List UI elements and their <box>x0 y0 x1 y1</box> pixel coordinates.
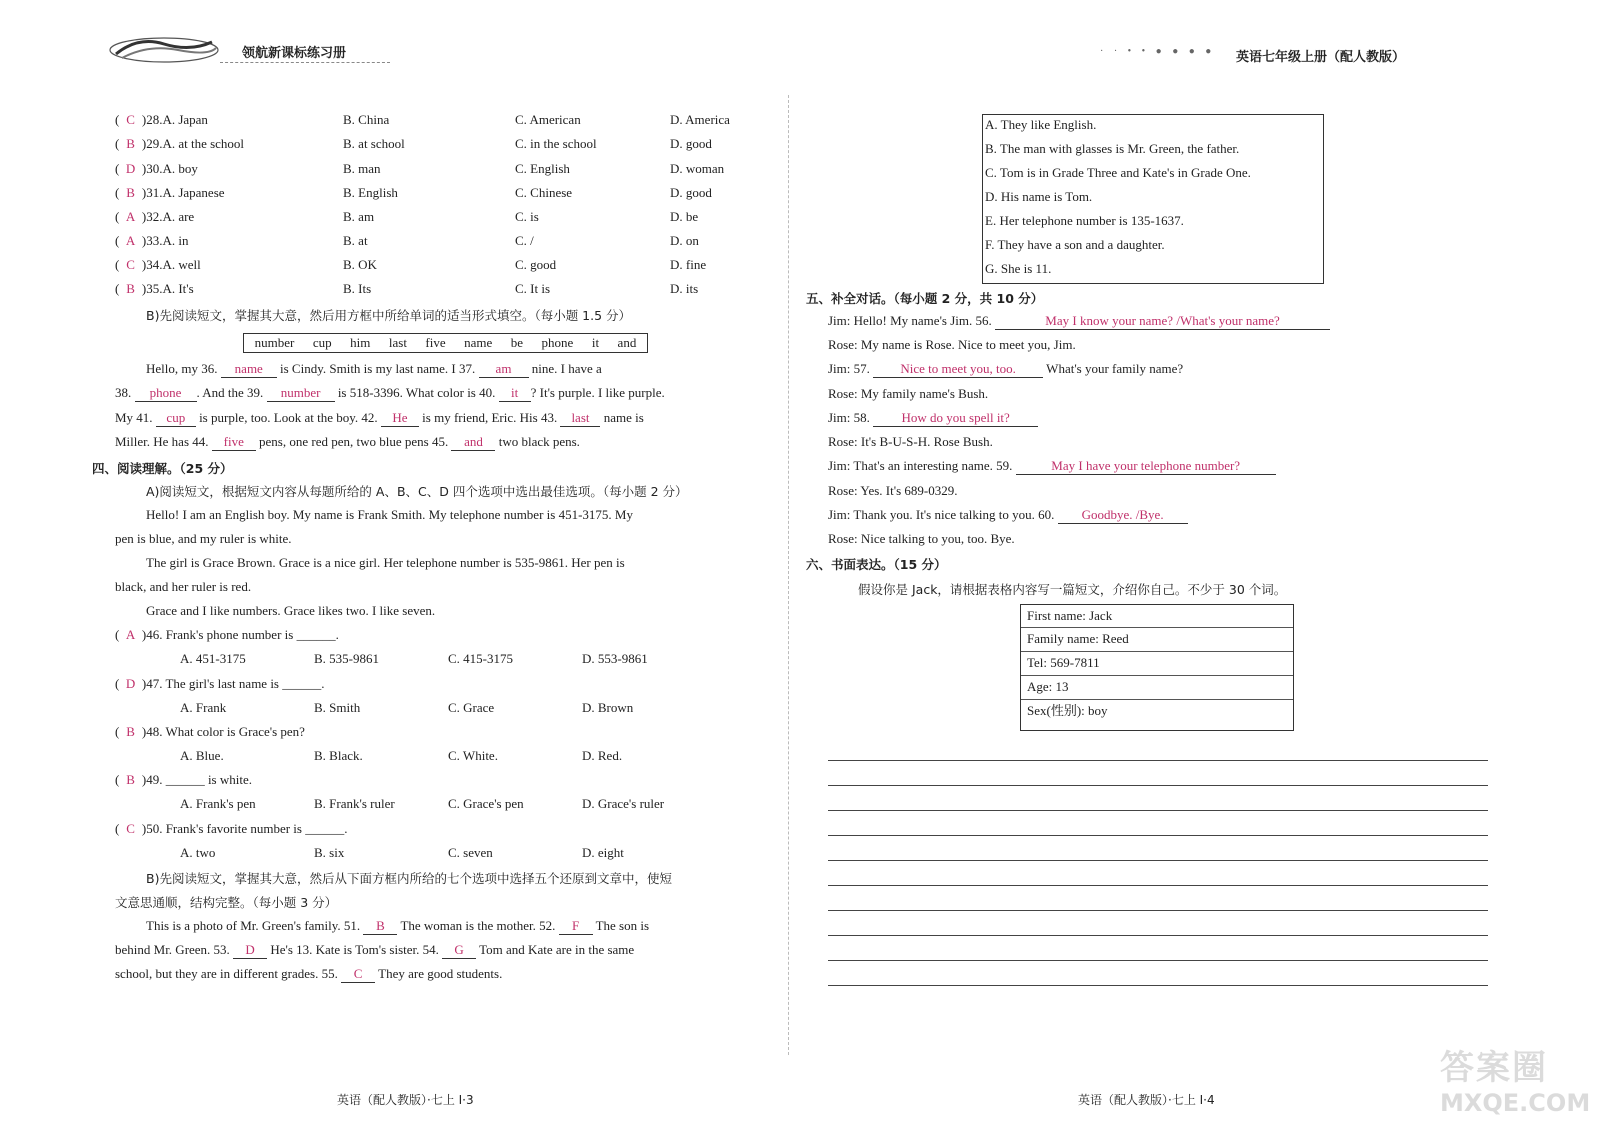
writing-prompt: 假设你是 Jack，请根据表格内容写一篇短文，介绍你自己。不少于 30 个词。 <box>858 582 1287 597</box>
cloze-line: Miller. He has 44. five pens, one red pen, two blue pens 45. and two black pens. <box>115 434 580 449</box>
writing-line <box>828 960 1488 961</box>
question-stem: ( B )49. ______ is white. <box>115 772 252 787</box>
writing-line <box>828 935 1488 936</box>
question-stem: ( B )48. What color is Grace's pen? <box>115 724 305 739</box>
dialogue-line: Rose: Yes. It's 689-0329. <box>828 483 958 498</box>
table-divider <box>1021 627 1293 628</box>
writing-line <box>828 860 1488 861</box>
logo <box>108 30 220 64</box>
info-table-row: Age: 13 <box>1027 679 1069 694</box>
passage-line: school, but they are in different grades. 55. C They are good students. <box>115 966 503 981</box>
table-divider <box>1021 651 1293 652</box>
option-item: A. They like English. <box>985 117 1097 132</box>
options-box <box>982 114 1324 284</box>
writing-line <box>828 985 1488 986</box>
header-dots: · · • • ● ● ● ● <box>1100 46 1216 57</box>
table-divider <box>1021 699 1293 700</box>
partB-instructions: B)先阅读短文，掌握其大意，然后用方框中所给单词的适当形式填空。（每小题 1.5 分） <box>146 308 632 323</box>
dialogue-line: Rose: My family name's Bush. <box>828 386 989 401</box>
watermark <box>1440 1040 1590 1140</box>
option-item: G. She is 11. <box>985 261 1052 276</box>
writing-line <box>828 760 1488 761</box>
writing-line <box>828 785 1488 786</box>
mc-row: ( A )32.A. are B. am C. is D. be <box>115 209 699 224</box>
option-item: C. Tom is in Grade Three and Kate's in Grade One. <box>985 165 1251 180</box>
page-fold <box>788 95 789 1055</box>
passage-text: pen is blue, and my ruler is white. <box>115 531 292 546</box>
question-options: A. Blue. B. Black. C. White. D. Red. <box>180 748 623 763</box>
word-box <box>243 333 648 353</box>
writing-line <box>828 810 1488 811</box>
cloze-line: 38. phone . And the 39. number is 518-3396. What color is 40. it ? It's purple. I like purple. <box>115 385 665 400</box>
section-4A-instructions: A)阅读短文，根据短文内容从每题所给的 A、B、C、D 四个选项中选出最佳选项。（每小题 2 分） <box>146 484 688 499</box>
info-table-row: Tel: 569-7811 <box>1027 655 1100 670</box>
info-table-row: Family name: Reed <box>1027 631 1129 646</box>
footer-right: 英语（配人教版）·七上 I·4 <box>1078 1093 1215 1107</box>
passage-text: Grace and I like numbers. Grace likes two. I like seven. <box>146 603 436 618</box>
passage-text: black, and her ruler is red. <box>115 579 252 594</box>
mc-row: ( B )35.A. It's B. Its C. It is D. its <box>115 281 699 296</box>
question-options: A. 451-3175 B. 535-9861 C. 415-3175 D. 553-9861 <box>180 651 648 666</box>
question-options: A. two B. six C. seven D. eight <box>180 845 624 860</box>
question-stem: ( A )46. Frank's phone number is ______. <box>115 627 339 642</box>
table-divider <box>1021 675 1293 676</box>
mc-row: ( C )28.A. Japan B. China C. American D. America <box>115 112 730 127</box>
question-stem: ( C )50. Frank's favorite number is ______. <box>115 821 348 836</box>
dialogue-line: Rose: Nice talking to you, too. Bye. <box>828 531 1015 546</box>
option-item: F. They have a son and a daughter. <box>985 237 1165 252</box>
passage-text: The girl is Grace Brown. Grace is a nice girl. Her telephone number is 535-9861. Her pen is <box>146 555 625 570</box>
section-6-title: 六、书面表达。（15 分） <box>806 557 947 572</box>
dialogue-line: Jim: 57. Nice to meet you, too. What's your family name? <box>828 361 1184 376</box>
question-options: A. Frank B. Smith C. Grace D. Brown <box>180 700 634 715</box>
passage-line: behind Mr. Green. 53. D He's 13. Kate is Tom's sister. 54. G Tom and Kate are in the same <box>115 942 635 957</box>
section-4B-instructions-cont: 文意思通顺，结构完整。（每小题 3 分） <box>115 895 338 910</box>
passage-text: Hello! I am an English boy. My name is Frank Smith. My telephone number is 451-3175. My <box>146 507 633 522</box>
question-options: A. Frank's pen B. Frank's ruler C. Grace's pen D. Grace's ruler <box>180 796 665 811</box>
header-right-title: 英语七年级上册（配人教版） <box>1236 50 1406 65</box>
question-stem: ( D )47. The girl's last name is ______. <box>115 676 325 691</box>
section-4B-instructions: B)先阅读短文，掌握其大意，然后从下面方框内所给的七个选项中选择五个还原到文章中，使短 <box>146 871 672 886</box>
option-item: B. The man with glasses is Mr. Green, the father. <box>985 141 1240 156</box>
watermark-bottom: MXQE.COM <box>1440 1089 1591 1117</box>
option-item: E. Her telephone number is 135-1637. <box>985 213 1184 228</box>
dialogue-line: Jim: Thank you. It's nice talking to you. 60. Goodbye. /Bye. <box>828 507 1188 524</box>
writing-line <box>828 910 1488 911</box>
dialogue-line: Rose: My name is Rose. Nice to meet you, Jim. <box>828 337 1076 352</box>
info-table-row: Sex(性别): boy <box>1027 703 1108 718</box>
section-4-title: 四、阅读理解。（25 分） <box>92 461 233 476</box>
writing-line <box>828 885 1488 886</box>
info-table-row: First name: Jack <box>1027 608 1113 623</box>
cloze-line: Hello, my 36. name is Cindy. Smith is my last name. I 37. am nine. I have a <box>146 361 602 376</box>
section-5-title: 五、补全对话。（每小题 2 分，共 10 分） <box>806 291 1044 306</box>
watermark-top: 答案圈 <box>1440 1048 1548 1088</box>
dialogue-line: Jim: Hello! My name's Jim. 56. May I know your name? /What's your name? <box>828 313 1330 330</box>
mc-row: ( D )30.A. boy B. man C. English D. woman <box>115 161 725 176</box>
mc-row: ( C )34.A. well B. OK C. good D. fine <box>115 257 707 272</box>
dialogue-line: Jim: 58. How do you spell it? <box>828 410 1038 427</box>
header-divider <box>220 62 390 63</box>
mc-row: ( A )33.A. in B. at C. / D. on <box>115 233 699 248</box>
passage-line: This is a photo of Mr. Green's family. 51. B The woman is the mother. 52. F The son is <box>146 918 650 933</box>
word-box-text: number cup him last five name be phone it and <box>254 335 637 350</box>
header-left-title: 领航新课标练习册 <box>242 46 347 61</box>
cloze-line: My 41. cup is purple, too. Look at the boy. 42. He is my friend, Eric. His 43. last name is <box>115 410 644 425</box>
dialogue-line: Rose: It's B-U-S-H. Rose Bush. <box>828 434 993 449</box>
dialogue-line: Jim: That's an interesting name. 59. May I have your telephone number? <box>828 458 1276 475</box>
option-item: D. His name is Tom. <box>985 189 1093 204</box>
writing-line <box>828 835 1488 836</box>
footer-left: 英语（配人教版）·七上 I·3 <box>337 1093 474 1107</box>
info-table <box>1020 604 1294 731</box>
mc-row: ( B )29.A. at the school B. at school C. in the school D. good <box>115 136 712 151</box>
mc-row: ( B )31.A. Japanese B. English C. Chinese D. good <box>115 185 712 200</box>
